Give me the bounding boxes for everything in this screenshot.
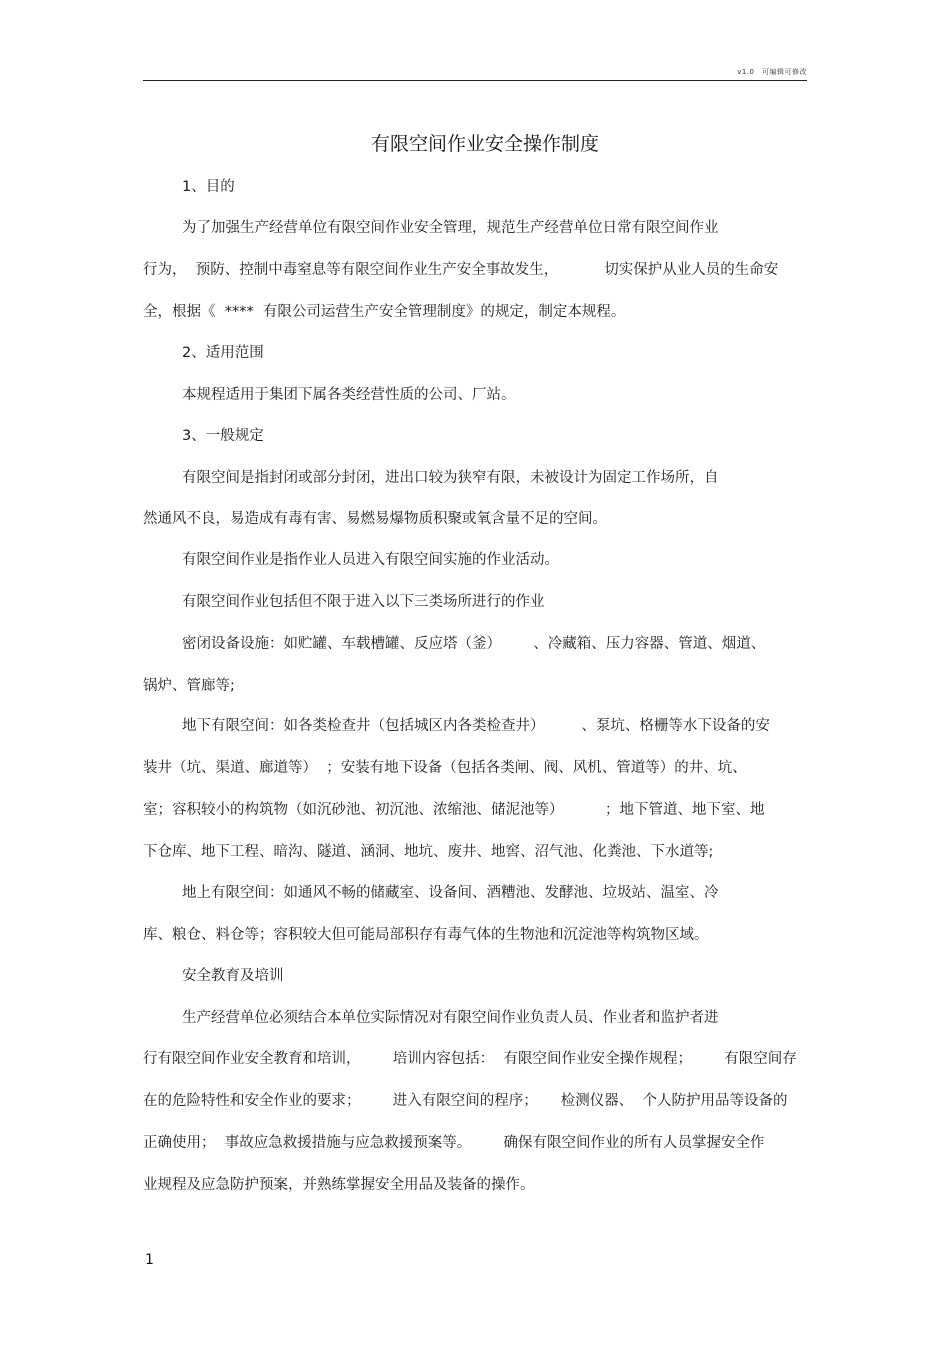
paragraph-line: 下仓库、地下工程、暗沟、隧道、涵洞、地坑、废井、地窖、沼气池、化粪池、下水道等; xyxy=(143,844,714,860)
paragraph-line: 地下有限空间：如各类检查井（包括城区内各类检查井） 、泵坑、格栅等水下设备的安 xyxy=(182,718,770,734)
page-number: 1 xyxy=(145,1252,154,1268)
section-heading-purpose: 1、目的 xyxy=(182,179,235,195)
paragraph-line: 为了加强生产经营单位有限空间作业安全管理，规范生产经营单位日常有限空间作业 xyxy=(182,220,719,236)
document-title: 有限空间作业安全操作制度 xyxy=(370,133,599,155)
paragraph-line: 锅炉、管廊等; xyxy=(143,678,235,694)
paragraph-line: 库、粮仓、料仓等；容积较大但可能局部积存有毒气体的生物池和沉淀池等构筑物区域。 xyxy=(143,927,709,943)
paragraph-line: 正确使用； 事故应急救援措施与应急救援预案等。 确保有限空间作业的所有人员掌握安全作 xyxy=(143,1135,765,1151)
section-heading-general: 3、一般规定 xyxy=(182,428,264,444)
version-note: v1.0 可编辑可修改 xyxy=(737,68,807,76)
paragraph-line: 在的危险特性和安全作业的要求； 进入有限空间的程序； 检测仪器、 个人防护用品等设备的 xyxy=(143,1093,788,1109)
paragraph-line: 行为， 预防、控制中毒窒息等有限空间作业生产安全事故发生， 切实保护从业人员的生命安 xyxy=(143,262,779,278)
paragraph-line: 然通风不良，易造成有毒有害、易燃易爆物质积聚或氧含量不足的空间。 xyxy=(143,511,607,527)
paragraph-line: 有限空间作业包括但不限于进入以下三类场所进行的作业 xyxy=(182,594,545,610)
paragraph-line: 本规程适用于集团下属各类经营性质的公司、厂站。 xyxy=(182,387,516,403)
paragraph-line: 有限空间是指封闭或部分封闭，进出口较为狭窄有限，未被设计为固定工作场所，自 xyxy=(182,470,719,486)
paragraph-line: 行有限空间作业安全教育和培训， 培训内容包括： 有限空间作业安全操作规程； 有限空间存 xyxy=(143,1051,797,1067)
paragraph-line: 地上有限空间：如通风不畅的储藏室、设备间、酒糟池、发酵池、垃圾站、温室、冷 xyxy=(182,885,719,901)
paragraph-line: 密闭设备设施：如贮罐、车载槽罐、反应塔（釜） 、冷藏箱、压力容器、管道、烟道、 xyxy=(182,636,766,652)
paragraph-line: 业规程及应急防护预案，并熟练掌握安全用品及装备的操作。 xyxy=(143,1177,535,1193)
paragraph-line: 生产经营单位必须结合本单位实际情况对有限空间作业负责人员、作业者和监护者进 xyxy=(182,1010,719,1026)
paragraph-line: 装井（坑、渠道、廊道等） ；安装有地下设备（包括各类闸、阀、风机、管道等）的井、坑、 xyxy=(143,760,747,776)
section-heading-scope: 2、适用范围 xyxy=(182,345,264,361)
header-divider xyxy=(143,80,807,81)
paragraph-line: 有限空间作业是指作业人员进入有限空间实施的作业活动。 xyxy=(182,552,559,568)
section-heading-training: 安全教育及培训 xyxy=(182,968,284,984)
paragraph-line: 室；容积较小的构筑物（如沉砂池、初沉池、浓缩池、储泥池等） ；地下管道、地下室、地 xyxy=(143,802,765,818)
paragraph-line: 全，根据《 **** 有限公司运营生产安全管理制度》的规定，制定本规程。 xyxy=(143,304,626,320)
